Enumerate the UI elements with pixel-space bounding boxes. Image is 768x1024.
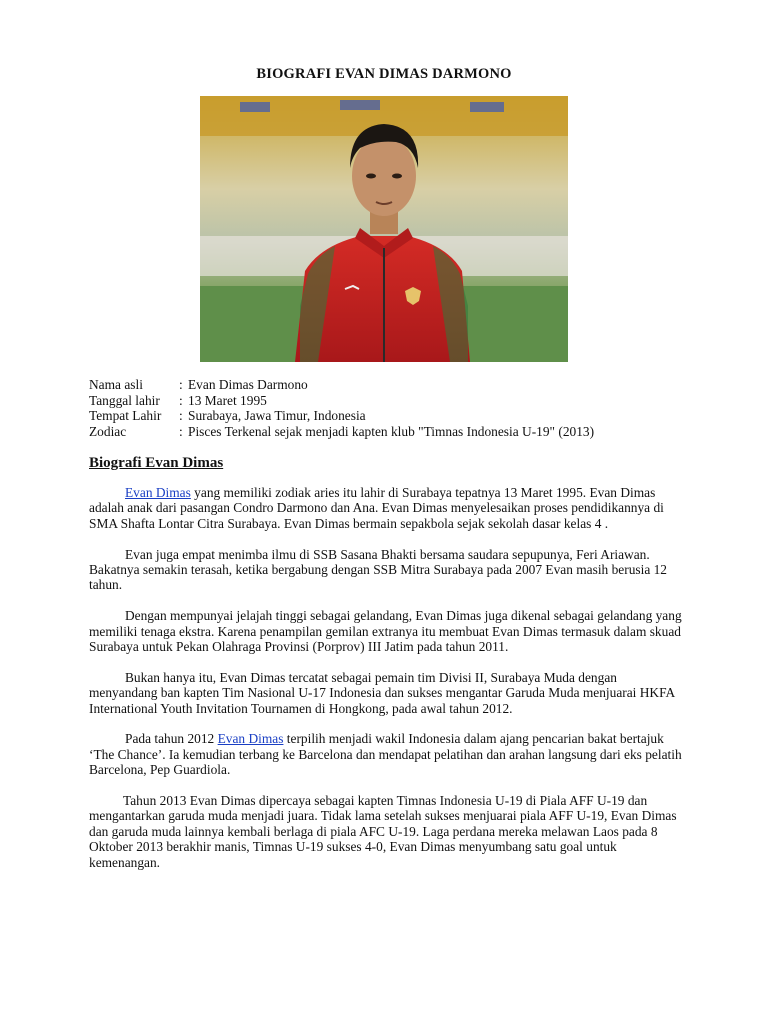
portrait-illustration (200, 96, 568, 362)
info-value: Surabaya, Jawa Timur, Indonesia (188, 408, 366, 424)
paragraph-1 (89, 485, 685, 531)
paragraph-2: Evan juga empat menimba ilmu di SSB Sasana Bhakti bersama saudara sepupunya, Feri Ariawan. Bakatnya semakin terasah, ketika bergabung dengan SSB Mitra Surabaya pada 2007 Evan masih berusia 12 tahun. (89, 546, 668, 593)
evan-dimas-link[interactable]: Evan Dimas (125, 485, 191, 500)
info-label: Tanggal lahir (89, 392, 160, 408)
info-label: Zodiac (89, 423, 127, 439)
info-colon: : (179, 377, 183, 392)
paragraph-5 (89, 731, 685, 777)
document-title: BIOGRAFI EVAN DIMAS DARMONO (256, 66, 512, 82)
paragraph-text: Pada tahun 2012 (125, 731, 218, 747)
info-label: Nama asli (89, 377, 143, 392)
info-label: Tempat Lahir (89, 408, 162, 424)
info-colon: : (179, 423, 183, 439)
info-colon: : (179, 392, 183, 408)
info-row-tempat (89, 408, 594, 424)
paragraph-6: Tahun 2013 Evan Dimas dipercaya sebagai kapten Timnas Indonesia U-19 di Piala AFF U-19 dan mengantarkan garuda muda menjadi juara. Tidak lama setelah sukses menjuarai piala AFF U-19, Evan Dimas dan garuda muda lainnya kembali berlaga di piala AFC U-19. Laga perdana mereka melawan Laos pada 8 Oktober 2013 berakhir manis, Timnas U-19 sukses 4-0, Evan Dimas menyumbang satu goal untuk kemenangan. (89, 793, 677, 870)
paragraph-4: Bukan hanya itu, Evan Dimas tercatat sebagai pemain tim Divisi II, Surabaya Muda dengan menyandang ban kapten Tim Nasional U-17 Indonesia dan sukses mengantar Garuda Muda menjuarai HKFA International Youth Invitation Tournamen di Hongkong, pada awal tahun 2012. (89, 669, 675, 716)
portrait-photo (200, 96, 568, 362)
biography-body (89, 485, 685, 885)
info-value: Evan Dimas Darmono (188, 377, 308, 392)
paragraph-3: Dengan mempunyai jelajah tinggi sebagai gelandang, Evan Dimas juga dikenal sebagai gelandang yang memiliki tenaga ekstra. Karena penampilan gemilan extranya itu membuat Evan Dimas termasuk dalam skuad Surabaya untuk Pekan Olahraga Provinsi (Porprov) III Jatim pada tahun 2011. (89, 608, 682, 655)
info-row-tanggal (89, 393, 594, 409)
paragraph-text: yang memiliki zodiak aries itu lahir di Surabaya tepatnya 13 Maret 1995. Evan Dimas adalah anak dari pasangan Condro Darmono dan Ana. Evan Dimas menyelesaikan proses pendidikannya di SMA Shafta Lontar Citra Surabaya. Evan Dimas bermain sepakbola sejak sekolah dasar kelas 4 . (89, 485, 664, 531)
info-colon: : (179, 408, 183, 424)
evan-dimas-link[interactable]: Evan Dimas (217, 731, 284, 747)
personal-info-table (89, 377, 594, 439)
info-row-zodiac (89, 424, 594, 440)
section-heading: Biografi Evan Dimas (89, 455, 224, 471)
paragraph-text: terpilih menjadi wakil Indonesia dalam ajang pencarian bakat bertajuk ‘The Chance’. Ia kemudian terbang ke Barcelona dan mendapat pelatihan dan arahan langsung dari eks pelatih Barcelona, Pep Guardiola. (89, 731, 682, 778)
info-value: 13 Maret 1995 (188, 392, 267, 408)
info-value: Pisces Terkenal sejak menjadi kapten klub "Timnas Indonesia U-19" (2013) (188, 423, 595, 439)
info-row-nama (89, 377, 594, 393)
